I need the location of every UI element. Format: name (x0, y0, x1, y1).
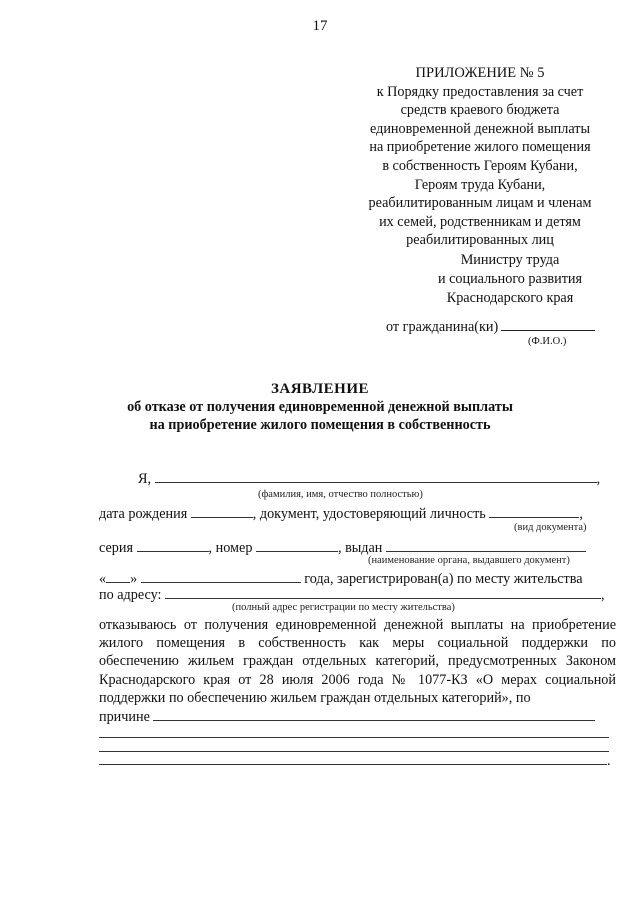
addressee-line: и социального развития (437, 271, 583, 287)
addressee-line: Краснодарского края (446, 290, 574, 306)
reason-label: причине (99, 709, 150, 725)
reason-row (99, 708, 595, 726)
addressee-block (400, 251, 620, 308)
appendix-block (340, 64, 620, 250)
heading-subtitle-2: на приобретение жилого помещения в собственность (149, 417, 491, 433)
document-label: , документ, удостоверяющий личность (252, 506, 486, 522)
issue-day-field[interactable] (106, 570, 130, 583)
full-name-field[interactable] (155, 470, 597, 483)
page-number: 17 (312, 18, 328, 34)
heading-subtitle-1: об отказе от получения единовременной денежной выплаты (127, 399, 513, 415)
issued-by-field[interactable] (386, 539, 586, 552)
issue-month-year-field[interactable] (141, 570, 301, 583)
fio-hint: (Ф.И.О.) (528, 336, 567, 347)
reason-continuation-line[interactable] (99, 736, 609, 738)
quote-close: » (130, 571, 138, 587)
appendix-line: в собственность Героям Кубани, (382, 157, 578, 174)
appendix-line: на приобретение жилого помещения (369, 139, 591, 156)
appendix-line: средств краевого бюджета (400, 102, 560, 119)
number-field[interactable] (256, 539, 338, 552)
address-label: по адресу: (99, 587, 162, 603)
addressee-line: Министру труда (460, 252, 560, 268)
comma: , (601, 587, 605, 603)
from-citizen-line (386, 318, 595, 336)
issued-by-hint: (наименование органа, выдавшего документ) (368, 555, 570, 566)
appendix-line: Героям труда Кубани, (414, 176, 546, 193)
series-field[interactable] (137, 539, 209, 552)
document-type-hint: (вид документа) (514, 522, 587, 533)
full-name-hint: (фамилия, имя, отчество полностью) (258, 489, 423, 500)
series-label: серия (99, 540, 133, 556)
full-name-row (138, 470, 600, 488)
appendix-line: реабилитированных лиц (406, 232, 554, 249)
appendix-line: реабилитированным лицам и членам (368, 195, 592, 212)
period: . (607, 753, 611, 769)
appendix-line: их семей, родственникам и детям (379, 213, 581, 230)
from-name-field[interactable] (501, 318, 595, 331)
quote-open: « (99, 571, 107, 587)
from-label: от гражданина(ки) (386, 319, 499, 335)
appendix-line: к Порядку предоставления за счет (376, 83, 584, 100)
address-field[interactable] (165, 586, 601, 599)
reason-continuation-line[interactable] (99, 752, 607, 765)
year-registration-label: года, зарегистрирован(а) по месту жительства (304, 571, 583, 587)
reason-field[interactable] (153, 708, 595, 721)
document-type-field[interactable] (489, 505, 579, 518)
document-heading (100, 380, 540, 434)
appendix-line: единовременной денежной выплаты (370, 120, 590, 137)
comma: , (579, 506, 583, 522)
refusal-statement: отказываюсь от получения единовременной денежной выплаты на приобретение жилого помещения в собственность как меры социальной поддержки по обеспечению жильем граждан отдельных категорий, предусмотренных Законом Краснодарского края от 28 июля 2006 года № 1077-КЗ «О мерах социальной поддержки по обеспечению жильем граждан отдельных категорий», по (99, 617, 616, 706)
number-label: , номер (208, 540, 253, 556)
birth-date-label: дата рождения (99, 506, 188, 522)
ya-label: Я, (138, 471, 152, 487)
heading-title: ЗАЯВЛЕНИЕ (270, 381, 370, 397)
comma: , (596, 471, 601, 487)
issued-label: , выдан (337, 540, 383, 556)
appendix-title: ПРИЛОЖЕНИЕ № 5 (415, 65, 545, 81)
birth-date-field[interactable] (191, 505, 253, 518)
reason-last-row (99, 752, 611, 770)
address-hint: (полный адрес регистрации по месту жительства) (232, 602, 455, 613)
birth-date-row (99, 505, 583, 523)
